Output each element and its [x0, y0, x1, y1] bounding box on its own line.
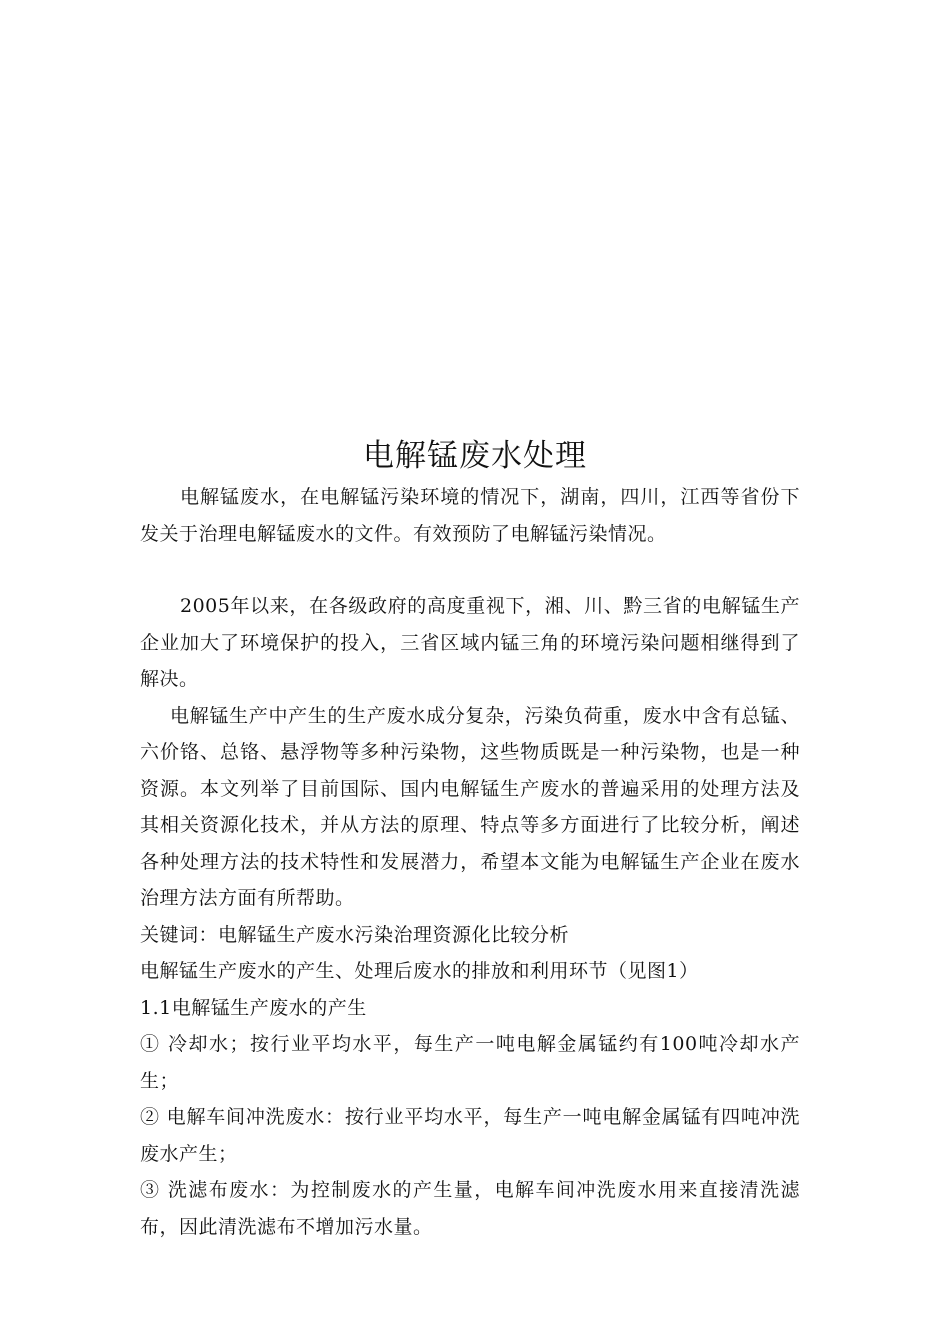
- intro-paragraph: 电解锰废水，在电解锰污染环境的情况下，湖南，四川，江西等省份下发关于治理电解锰废水的文件。有效预防了电解锰污染情况。: [140, 486, 800, 545]
- list-item-flushing-water: ② 电解车间冲洗废水：按行业平均水平，每生产一吨电解金属锰有四吨冲洗废水产生；: [140, 1106, 800, 1165]
- section-heading: 1.1电解锰生产废水的产生: [140, 996, 367, 1019]
- list-item-filter-cloth-water: ③ 洗滤布废水：为控制废水的产生量，电解车间冲洗废水用来直接清洗滤布，因此清洗滤布不增加污水量。: [140, 1179, 800, 1238]
- list-item-cooling-water: ① 冷却水；按行业平均水平，每生产一吨电解金属锰约有100吨冷却水产生；: [140, 1033, 800, 1092]
- keywords-line: 关键词：电解锰生产废水污染治理资源化比较分析: [140, 923, 570, 946]
- document-body: [140, 479, 800, 1245]
- background-paragraph: 2005年以来，在各级政府的高度重视下，湘、川、黔三省的电解锰生产企业加大了环境保护的投入，三省区域内锰三角的环境污染问题相继得到了解决。: [140, 595, 800, 690]
- abstract-paragraph: 电解锰生产中产生的生产废水成分复杂，污染负荷重，废水中含有总锰、六价铬、总铬、悬浮物等多种污染物，这些物质既是一种污染物，也是一种资源。本文列举了目前国际、国内电解锰生产废水的普遍采用的处理方法及其相关资源化技术，并从方法的原理、特点等多方面进行了比较分析，阐述各种处理方法的技术特性和发展潜力，希望本文能为电解锰生产企业在废水治理方法方面有所帮助。: [140, 704, 800, 909]
- paragraph-gap: [140, 552, 800, 588]
- section-intro-line: 电解锰生产废水的产生、处理后废水的排放和利用环节（见图1）: [140, 960, 699, 982]
- document-title: 电解锰废水处理: [363, 438, 587, 474]
